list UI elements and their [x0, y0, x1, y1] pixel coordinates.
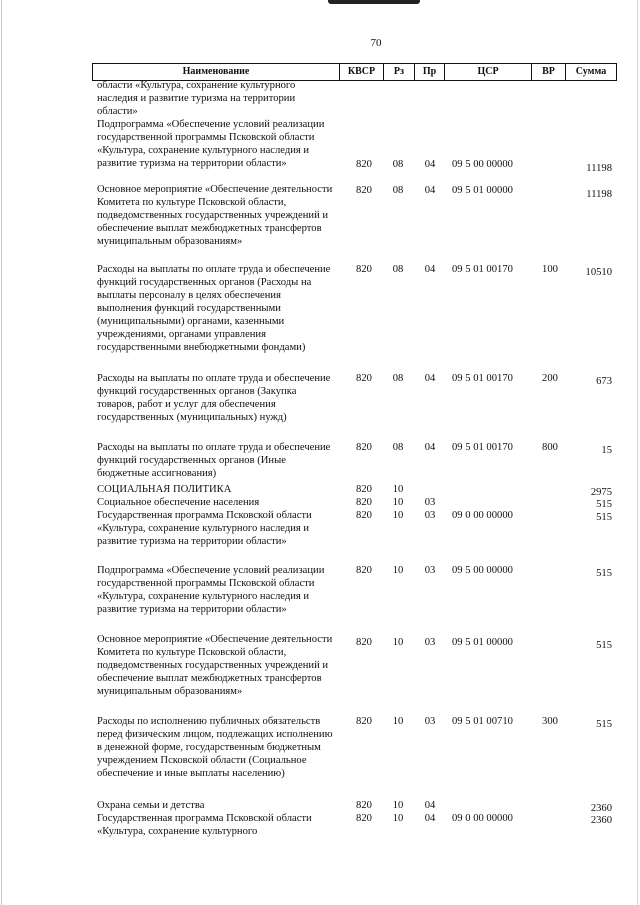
row-name: Основное мероприятие «Обеспечение деятельности Комитета по культуре Псковской области, подведомственных государственных учреждений и обеспечение выплат межбюджетных трансфертов муниципальным образованиям» [97, 634, 333, 697]
row-pr: 04 [424, 159, 436, 170]
row-rz: 10 [392, 484, 404, 495]
row-sum: 515 [596, 640, 612, 651]
row-rz: 08 [392, 373, 404, 384]
row-name: Подпрограмма «Обеспечение условий реализации государственной программы Псковской области «Культура, сохранение культурного наследия и развитие туризма на территории области» [97, 119, 325, 169]
header-csr: ЦСР [445, 64, 532, 80]
row-pr: 03 [424, 510, 436, 521]
row-vr: 800 [542, 442, 558, 453]
row-vr: 200 [542, 373, 558, 384]
row-name: Расходы по исполнению публичных обязательств перед физическим лицом, подлежащих исполнению в денежной форме, государственным бюджетным учреждением Псковской области (Социальное обеспечение и иные выплаты населению) [97, 716, 333, 779]
row-rz: 08 [392, 442, 404, 453]
row-pr: 04 [424, 185, 436, 196]
row-name: СОЦИАЛЬНАЯ ПОЛИТИКА [97, 484, 232, 495]
row-rz: 10 [392, 800, 404, 811]
row-kvsr: 820 [356, 264, 372, 275]
table-row [0, 118, 640, 183]
row-csr: 09 0 00 00000 [452, 813, 513, 824]
row-rz: 08 [392, 159, 404, 170]
row-kvsr: 820 [356, 800, 372, 811]
row-name: Социальное обеспечение населения [97, 497, 260, 508]
table-row [0, 564, 640, 633]
table-row [0, 79, 640, 118]
row-csr: 09 5 01 00170 [452, 442, 513, 453]
row-csr: 09 5 00 00000 [452, 159, 513, 170]
row-kvsr: 820 [356, 159, 372, 170]
header-pr: Пр [415, 64, 445, 80]
row-name: Расходы на выплаты по оплате труда и обеспечение функций государственных органов (Иные бюджетные ассигнования) [97, 442, 331, 479]
row-name: Расходы на выплаты по оплате труда и обеспечение функций государственных органов (Расходы на выплаты персоналу в целях обеспечения выполнения функций государственными (муниципальными) органами, казенными учреждениями, органами управления государственными внебюджетными фондами) [97, 264, 331, 353]
row-rz: 10 [392, 637, 404, 648]
header-name: Наименование [93, 64, 340, 80]
row-pr: 03 [424, 637, 436, 648]
row-sum: 673 [596, 376, 612, 387]
row-kvsr: 820 [356, 565, 372, 576]
table-row [0, 633, 640, 715]
table-row [0, 263, 640, 372]
table-body [0, 79, 640, 840]
row-kvsr: 820 [356, 813, 372, 824]
row-pr: 04 [424, 264, 436, 275]
row-rz: 08 [392, 264, 404, 275]
table-row [0, 372, 640, 441]
row-name: Подпрограмма «Обеспечение условий реализации государственной программы Псковской области «Культура, сохранение культурного наследия и развитие туризма на территории области» [97, 565, 325, 615]
row-rz: 10 [392, 510, 404, 521]
row-sum: 15 [601, 445, 612, 456]
row-csr: 09 5 01 00710 [452, 716, 513, 727]
row-kvsr: 820 [356, 716, 372, 727]
row-csr: 09 0 00 00000 [452, 510, 513, 521]
row-sum: 2360 [590, 815, 612, 826]
row-rz: 10 [392, 716, 404, 727]
row-sum: 11198 [586, 189, 612, 200]
row-sum: 2360 [590, 803, 612, 814]
row-pr: 04 [424, 800, 436, 811]
row-name: области «Культура, сохранение культурного наследия и развитие туризма на территории области» [97, 80, 296, 117]
header-rz: Рз [384, 64, 415, 80]
row-name: Государственная программа Псковской области «Культура, сохранение культурного наследия и развитие туризма на территории области» [97, 510, 312, 547]
table-row [0, 483, 640, 496]
row-kvsr: 820 [356, 497, 372, 508]
row-csr: 09 5 00 00000 [452, 565, 513, 576]
table-row [0, 715, 640, 799]
header-vr: ВР [532, 64, 566, 80]
row-sum: 515 [596, 499, 612, 510]
table-row [0, 812, 640, 840]
row-vr: 100 [542, 264, 558, 275]
row-csr: 09 5 01 00000 [452, 637, 513, 648]
row-name: Охрана семьи и детства [97, 800, 205, 811]
row-csr: 09 5 01 00170 [452, 373, 513, 384]
table-row [0, 799, 640, 812]
row-sum: 10510 [585, 267, 612, 278]
row-kvsr: 820 [356, 637, 372, 648]
table-row [0, 509, 640, 564]
row-name: Государственная программа Псковской области «Культура, сохранение культурного [97, 813, 312, 837]
row-sum: 515 [596, 568, 612, 579]
row-vr: 300 [542, 716, 558, 727]
row-name: Расходы на выплаты по оплате труда и обеспечение функций государственных органов (Закупка товаров, работ и услуг для обеспечения государственных (муниципальных) нужд) [97, 373, 331, 423]
row-kvsr: 820 [356, 484, 372, 495]
row-sum: 11198 [586, 163, 612, 174]
row-csr: 09 5 01 00000 [452, 185, 513, 196]
row-rz: 08 [392, 185, 404, 196]
row-rz: 10 [392, 565, 404, 576]
row-rz: 10 [392, 813, 404, 824]
header-kvsr: КВСР [340, 64, 384, 80]
row-pr: 04 [424, 442, 436, 453]
table-row [0, 441, 640, 483]
row-kvsr: 820 [356, 373, 372, 384]
scan-artifact [328, 0, 420, 4]
row-pr: 03 [424, 497, 436, 508]
row-sum: 515 [596, 719, 612, 730]
row-pr: 03 [424, 716, 436, 727]
row-kvsr: 820 [356, 442, 372, 453]
row-pr: 04 [424, 373, 436, 384]
table-row [0, 496, 640, 509]
row-pr: 04 [424, 813, 436, 824]
row-rz: 10 [392, 497, 404, 508]
row-csr: 09 5 01 00170 [452, 264, 513, 275]
row-kvsr: 820 [356, 185, 372, 196]
header-sum: Сумма [575, 66, 607, 77]
row-name: Основное мероприятие «Обеспечение деятельности Комитета по культуре Псковской области, подведомственных государственных учреждений и обеспечение выплат межбюджетных трансфертов муниципальным образованиям» [97, 184, 333, 247]
row-pr: 03 [424, 565, 436, 576]
row-sum: 2975 [590, 487, 612, 498]
table-row [0, 183, 640, 263]
row-kvsr: 820 [356, 510, 372, 521]
row-sum: 515 [596, 512, 612, 523]
page-number: 70 [370, 37, 382, 49]
